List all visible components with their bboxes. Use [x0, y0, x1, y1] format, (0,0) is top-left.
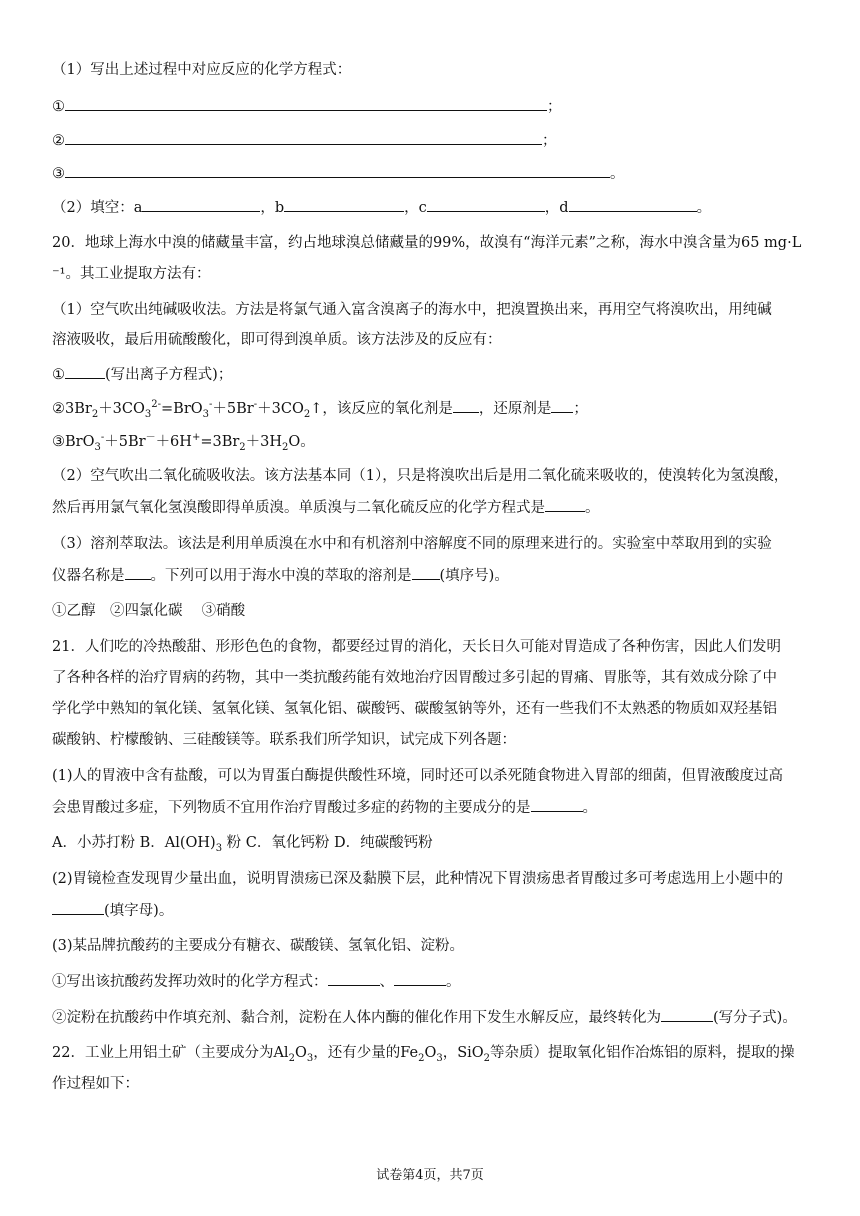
q21-sub1-line1: (1)人的胃液中含有盐酸，可以为胃蛋白酶提供酸性环境，同时还可以杀死随食物进入胃部的细菌，但胃液酸度过高 [52, 768, 784, 784]
q19-part2: （2）填空：a ，b ，c ，d 。 [52, 197, 812, 218]
q21-stem-line4: 碳酸钠、柠檬酸钠、三硅酸镁等。联系我们所学知识，试完成下列各题： [52, 732, 516, 748]
q21-sub3-line3: ②淀粉在抗酸药中作填充剂、黏合剂，淀粉在人体内酶的催化作用下发生水解反应，最终转化为 (写分子式)。 [52, 1007, 812, 1028]
q19-answer-line-2: ② ； [52, 130, 812, 151]
answer-blank[interactable] [328, 971, 380, 986]
q20-stem-line1: 20．地球上海水中溴的储藏量丰富，约占地球溴总储藏量的99%，故溴有“海洋元素”之称，海水中溴含量为65 mg·L [52, 235, 802, 251]
answer-blank[interactable] [661, 1007, 713, 1022]
q21-stem-line3: 学化学中熟知的氧化镁、氢氧化镁、氢氧化铝、碳酸钙、碳酸氢钠等外，还有一些我们不太熟悉的物质如双羟基铝 [52, 701, 777, 717]
answer-blank[interactable] [65, 96, 547, 111]
q20-reaction-3: $③BrO_3^-+5Br^-+6H^+=3Br_2+3H_2O$。 [52, 432, 315, 453]
q20-part1-line1: （1）空气吹出纯碱吸收法。方法是将氯气通入富含溴离子的海水中，把溴置换出来，再用空气将溴吹出，用纯碱 [52, 302, 772, 318]
q20-part1-line2: 溶液吸收，最后用硫酸酸化，即可得到溴单质。该方法涉及的反应有： [52, 332, 502, 348]
q20-part3-line1: （3）溶剂萃取法。该法是利用单质溴在水中和有机溶剂中溶解度不同的原理来进行的。实验室中萃取用到的实验 [52, 536, 772, 552]
answer-blank[interactable] [65, 364, 105, 379]
q20-reaction-2: $②3Br_2+3CO_3^{2-}=BrO_3^-+5Br^-+3CO_2↑$，该反应的氧化剂是 ，还原剂是 ； [52, 399, 588, 420]
answer-blank[interactable] [125, 565, 151, 580]
q20-options: ①乙醇 ②四氯化碳 ③硝酸 [52, 603, 246, 619]
answer-blank[interactable] [52, 900, 104, 915]
answer-blank-b[interactable] [284, 197, 404, 212]
q19-answer-line-1: ① ； [52, 96, 812, 117]
q21-stem-line1: 21．人们吃的冷热酸甜、形形色色的食物，都要经过胃的消化，天长日久可能对胃造成了各种伤害，因此人们发明 [52, 639, 781, 655]
answer-blank[interactable] [394, 971, 446, 986]
q20-part2-line1: （2）空气吹出二氧化硫吸收法。该方法基本同（1），只是将溴吹出后是用二氧化硫来吸收的，使溴转化为氢溴酸， [52, 468, 789, 484]
answer-blank[interactable] [65, 163, 610, 178]
answer-blank-c[interactable] [427, 197, 545, 212]
answer-blank[interactable] [453, 398, 479, 413]
q21-sub1-line2: 会患胃酸过多症，下列物质不宜用作治疗胃酸过多症的药物的主要成分的是 。 [52, 797, 812, 818]
page-footer: 试卷第4页，共7页 [376, 1168, 484, 1183]
q20-part2-line2: 然后再用氯气氧化氢溴酸即得单质溴。单质溴与二氧化硫反应的化学方程式是 。 [52, 497, 812, 518]
q20-part3-line2: 仪器名称是 。下列可以用于海水中溴的萃取的溶剂是 (填序号)。 [52, 565, 812, 586]
answer-blank[interactable] [412, 565, 440, 580]
answer-blank[interactable] [545, 497, 585, 512]
q21-stem-line2: 了各种各样的治疗胃病的药物，其中一类抗酸药能有效地治疗因胃酸过多引起的胃痛、胃胀等，其有效成分除了中 [52, 670, 777, 686]
q19-answer-line-3: ③ 。 [52, 163, 812, 184]
answer-blank-d[interactable] [569, 197, 697, 212]
answer-blank[interactable] [65, 130, 542, 145]
q21-sub3-line2: ①写出该抗酸药发挥功效时的化学方程式： 、 。 [52, 971, 812, 992]
q21-sub2-line1: (2)胃镜检查发现胃少量出血，说明胃溃疡已深及黏膜下层，此种情况下胃溃疡患者胃酸过多可考虑选用上小题中的 [52, 871, 784, 887]
answer-blank-a[interactable] [142, 197, 260, 212]
q20-stem-line2: ⁻¹。其工业提取方法有： [52, 266, 211, 282]
q22-stem-line1: 22．工业上用铝土矿（主要成分为$Al_2O_3$，还有少量的$Fe_2O_3$，SiO$_2$等杂质）提取氧化铝作冶炼铝的原料，提取的操 [52, 1045, 795, 1064]
q19-part1: （1）写出上述过程中对应反应的化学方程式： [52, 62, 352, 78]
q20-reaction-1: ① (写出离子方程式)； [52, 364, 812, 385]
answer-blank[interactable] [531, 797, 583, 812]
q21-sub3-line1: (3)某品牌抗酸药的主要成分有糖衣、碳酸镁、氢氧化铝、淀粉。 [52, 938, 465, 954]
answer-blank[interactable] [551, 398, 573, 413]
q22-stem-line2: 作过程如下： [52, 1076, 139, 1092]
q21-choices: A．小苏打粉 B．$Al(OH)_3$ 粉 C．氧化钙粉 D．纯碳酸钙粉 [52, 835, 433, 854]
q21-sub2-line2: (填字母)。 [52, 900, 812, 921]
